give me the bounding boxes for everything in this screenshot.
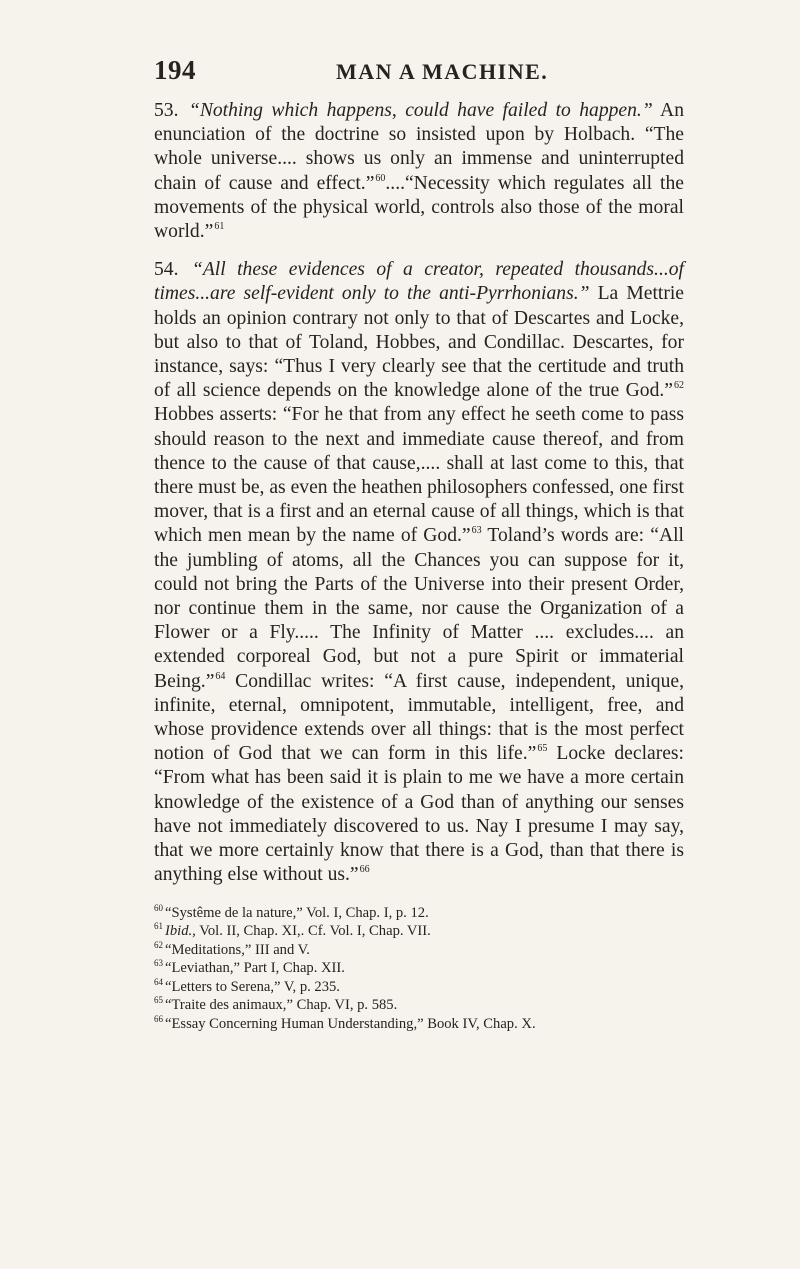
footnotes — [154, 904, 684, 1034]
footnote-text: “Meditations,” III and V. — [165, 941, 310, 958]
page-number: 194 — [154, 55, 196, 85]
footnote — [154, 922, 684, 941]
running-head — [154, 55, 684, 89]
footnote-mark: 60 — [154, 902, 163, 913]
footnote-ibid: Ibid., — [165, 923, 196, 940]
footnote-reference: 65 — [537, 743, 548, 755]
footnote-reference: 62 — [674, 380, 684, 392]
footnote-text: “Leviathan,” Part I, Chap. XII. — [165, 960, 345, 977]
note-title: “Nothing which happens, could have failed to happen.” — [188, 100, 653, 121]
note-text: Hobbes asserts: “For he that from any effect he seeth come to pass should reason to the next and immediate cause thereof, and from thence to the cause of that cause,.... shall at last come to this, that there must be, as even the heathen philosophers confessed, one first mover, that is a first and an eternal cause of all things, which is that which men mean by the name of God.” — [154, 404, 684, 547]
footnote-text: “Essay Concerning Human Understanding,” Book IV, Chap. X. — [165, 1016, 536, 1033]
footnote-text: “Traite des animaux,” Chap. VI, p. 585. — [165, 997, 398, 1014]
running-title: MAN A MACHINE. — [336, 59, 549, 84]
footnote — [154, 978, 684, 997]
footnote-reference: 64 — [215, 670, 226, 682]
note-text: An enunciation of the doctrine so insisted upon by Holbach. “The whole universe.... shows us only an immense and uninterrupted chain of cause and effect.” — [154, 100, 684, 194]
footnote — [154, 941, 684, 960]
footnote-text: “Letters to Serena,” V, p. 235. — [165, 978, 340, 995]
note-text: Locke declares: “From what has been said it is plain to me we have a more certain knowledge of the existence of a God than of anything our senses have not immediately discovered to us. Nay I presume I may say, that we more certainly know that there is a God, than that there is anything else without us.” — [154, 743, 684, 886]
footnote-mark: 66 — [154, 1014, 163, 1025]
footnote-mark: 65 — [154, 995, 163, 1006]
footnote-reference: 63 — [471, 525, 482, 537]
note-53 — [154, 99, 684, 244]
footnote-mark: 61 — [154, 921, 163, 932]
footnote-reference: 60 — [375, 172, 386, 184]
note-text: Condillac writes: “A first cause, independent, unique, infinite, eternal, omnipotent, immutable, intelligent, free, and whose providence extends over all things: that is the most perfect notion of God that we can form in this life.” — [154, 670, 684, 765]
book-page — [154, 55, 684, 1034]
note-text: ....“Necessity which regulates all the movements of the physical world, controls also those of the moral world.” — [154, 172, 684, 243]
footnote — [154, 1015, 684, 1034]
footnote — [154, 904, 684, 923]
footnote — [154, 996, 684, 1015]
footnote-text: Vol. II, Chap. XI,. Cf. Vol. I, Chap. VII. — [195, 923, 431, 940]
footnote-text: “Systême de la nature,” Vol. I, Chap. I, p. 12. — [165, 904, 429, 921]
note-text: Toland’s words are: “All the jumbling of atoms, all the Chances you can suppose for it, could not bring the Parts of the Universe into their present Order, nor continue them in the same, nor cause the Organization of a Flower or a Fly..... The Infinity of Matter .... excludes.... an extended corporeal God, but not a pure Spirit or immaterial Being.” — [154, 525, 684, 692]
note-title: “All these evidences of a creator, repeated thousands...of times...are self-evident only to the anti-Pyrrhonians.” — [154, 259, 684, 305]
footnote-mark: 62 — [154, 939, 163, 950]
footnote-reference: 61 — [214, 221, 225, 233]
note-text: La Mettrie holds an opinion contrary not only to that of Descartes and Locke, but also to that of Toland, Hobbes, and Condillac. Descartes, for instance, says: “Thus I very clearly see that the certitude and truth of all science depends on the knowledge alone of the true God.” — [154, 283, 684, 402]
footnote-mark: 64 — [154, 976, 163, 987]
footnote-mark: 63 — [154, 958, 163, 969]
footnote-reference: 66 — [359, 864, 370, 876]
note-number: 53. — [154, 100, 179, 121]
note-54 — [154, 258, 684, 887]
note-number: 54. — [154, 259, 179, 281]
footnote — [154, 959, 684, 978]
